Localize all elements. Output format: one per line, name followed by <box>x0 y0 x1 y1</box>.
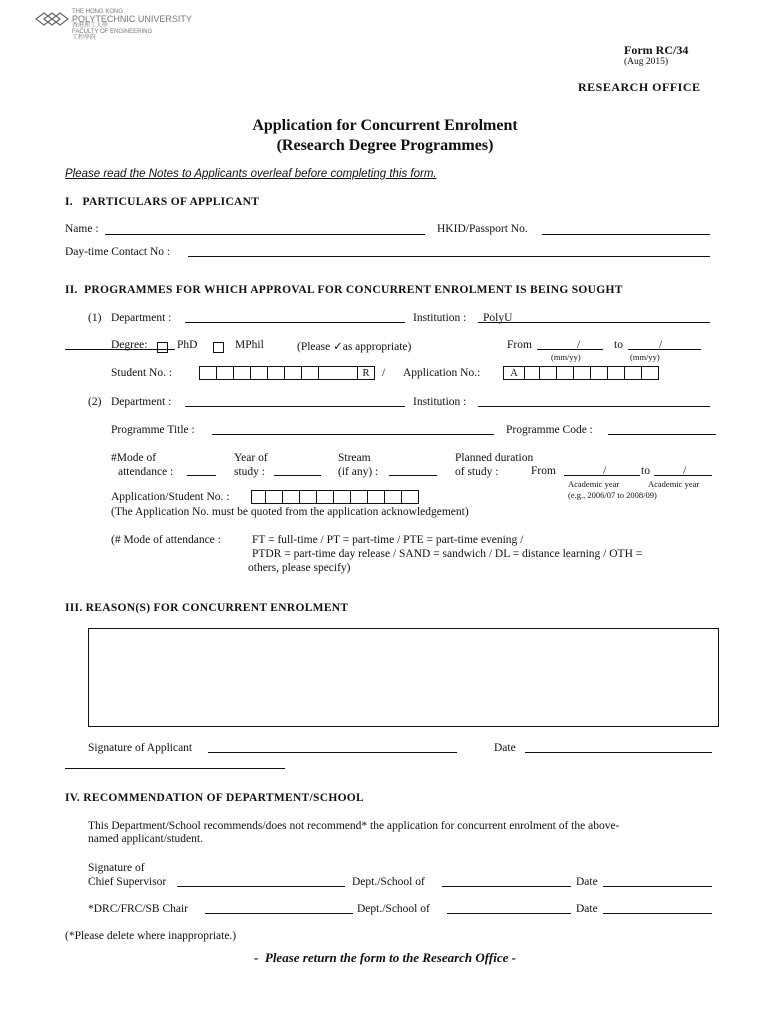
digit-box[interactable] <box>301 366 319 380</box>
date-field[interactable] <box>603 913 712 914</box>
from-field[interactable] <box>537 349 603 350</box>
dept-school-field[interactable] <box>447 913 571 914</box>
student-no-label: Student No. : <box>111 367 173 379</box>
digit-box[interactable] <box>265 490 283 504</box>
applicant-signature-field[interactable] <box>208 752 457 753</box>
contact-field[interactable] <box>188 256 710 257</box>
digit-box[interactable] <box>199 366 217 380</box>
acad-year-2: Academic year <box>648 479 700 489</box>
digit-box[interactable] <box>556 366 574 380</box>
mode-field[interactable] <box>187 475 216 476</box>
section-heading: I. PARTICULARS OF APPLICANT <box>65 196 260 208</box>
recommendation-text: This Department/School recommends/does not recommend* the application for concurrent enrolment of the above- <box>88 820 620 832</box>
dept-school-field[interactable] <box>442 886 571 887</box>
tick-instruction: (Please ✓as appropriate) <box>297 341 412 353</box>
inst-field[interactable] <box>478 322 710 323</box>
page-subtitle: (Research Degree Programmes) <box>276 137 494 154</box>
logo-text <box>72 9 192 41</box>
digit-box[interactable] <box>350 490 368 504</box>
dept-label: Department : <box>111 396 172 408</box>
digit-box[interactable] <box>367 490 385 504</box>
stream-field[interactable] <box>389 475 437 476</box>
year-label <box>234 451 268 479</box>
signature-of-label: Signature of <box>88 862 145 874</box>
polyu-logo-icon <box>34 10 70 28</box>
name-field[interactable] <box>105 234 425 235</box>
digit-box[interactable] <box>299 490 317 504</box>
inst-field[interactable] <box>478 406 710 407</box>
prog-title-label: Programme Title : <box>111 424 195 436</box>
to-format: (mm/yy) <box>630 352 660 362</box>
mode-note-label: (# Mode of attendance : <box>111 534 221 546</box>
acad-example: (e.g., 2006/07 to 2008/09) <box>568 490 657 500</box>
digit-box[interactable] <box>216 366 234 380</box>
mode-label <box>111 451 173 479</box>
digit-box[interactable] <box>641 366 659 380</box>
chief-supervisor-label: Chief Supervisor <box>88 876 167 888</box>
from-format: (mm/yy) <box>551 352 581 362</box>
student-no-boxes[interactable] <box>200 366 375 380</box>
digit-box[interactable] <box>573 366 591 380</box>
programme-1-number: (1) <box>88 312 102 324</box>
year-field[interactable] <box>274 475 321 476</box>
mphil-checkbox[interactable] <box>213 342 224 353</box>
mode-label-line: #Mode of <box>111 452 157 464</box>
app-student-boxes[interactable] <box>252 490 419 504</box>
section-heading: IV. RECOMMENDATION OF DEPARTMENT/SCHOOL <box>65 792 365 804</box>
digit-box[interactable] <box>333 490 351 504</box>
section-heading: II. PROGRAMMES FOR WHICH APPROVAL FOR CONCURRENT ENROLMENT IS BEING SOUGHT <box>65 284 623 296</box>
date-label: Date <box>494 742 516 754</box>
to-slash: / <box>659 339 663 351</box>
digit-box[interactable] <box>590 366 608 380</box>
dept-field[interactable] <box>185 406 405 407</box>
digit-box[interactable] <box>251 490 266 504</box>
form-date: (Aug 2015) <box>624 57 669 67</box>
student-no-slash: / <box>382 367 386 379</box>
to-field[interactable] <box>628 349 701 350</box>
app-note: (The Application No. must be quoted from the application acknowledgement) <box>111 506 469 518</box>
reason-textbox[interactable] <box>88 628 719 727</box>
digit-box[interactable] <box>524 366 540 380</box>
acad-year-1: Academic year <box>568 479 620 489</box>
degree-label: Degree: <box>111 339 148 351</box>
mode-label-line: attendance : <box>118 466 174 478</box>
dept-school-label: Dept./School of <box>352 876 425 888</box>
year-label-line: Year of <box>234 452 268 464</box>
app-no-label: Application No.: <box>403 367 481 379</box>
phd-label: PhD <box>177 339 198 351</box>
mode-note-line: FT = full-time / PT = part-time / PTE = part-time evening / <box>252 534 524 546</box>
logo-line: FACULTY OF ENGINEERING <box>72 29 153 35</box>
digit-box[interactable] <box>282 490 300 504</box>
digit-box[interactable] <box>267 366 285 380</box>
digit-box[interactable] <box>318 366 358 380</box>
stream-label-line: (if any) : <box>338 466 379 478</box>
digit-box[interactable] <box>384 490 402 504</box>
stream-label-line: Stream <box>338 452 371 464</box>
duration-to-label: to <box>641 465 650 477</box>
programme-2-number: (2) <box>88 396 102 408</box>
year-label-line: study : <box>234 466 265 478</box>
dept-label: Department : <box>111 312 172 324</box>
date-field[interactable] <box>603 886 712 887</box>
date-label: Date <box>576 876 598 888</box>
mode-note-line: others, please specify) <box>248 562 351 574</box>
prog-code-field[interactable] <box>608 434 716 435</box>
prog-title-field[interactable] <box>212 434 494 435</box>
digit-box[interactable] <box>316 490 334 504</box>
recommendation-text: named applicant/student. <box>88 833 203 845</box>
dept-school-label: Dept./School of <box>357 903 430 915</box>
logo-line: THE HONG KONG <box>72 9 124 15</box>
chief-supervisor-field[interactable] <box>177 886 345 887</box>
digit-box[interactable] <box>607 366 625 380</box>
logo-line: POLYTECHNIC UNIVERSITY <box>72 14 192 24</box>
digit-box[interactable]: A <box>503 366 525 380</box>
mphil-label: MPhil <box>235 339 264 351</box>
prog-code-label: Programme Code : <box>506 424 593 436</box>
office-name: RESEARCH OFFICE <box>578 80 701 94</box>
duration-from-label: From <box>531 465 556 477</box>
inst-value: PolyU <box>483 312 513 324</box>
stream-label <box>338 451 378 479</box>
logo-line: 工程學院 <box>72 35 97 41</box>
return-note: - Please return the form to the Research Office - <box>254 950 516 965</box>
duration-label-line: of study : <box>455 466 499 478</box>
applicant-signature-label: Signature of Applicant <box>88 742 193 754</box>
notice-text: Please read the Notes to Applicants overleaf before completing this form. <box>65 168 437 180</box>
from-label: From <box>507 339 532 351</box>
digit-box[interactable] <box>250 366 268 380</box>
from-slash: / <box>577 339 581 351</box>
digit-box[interactable] <box>284 366 302 380</box>
duration-slash-2: / <box>683 465 687 477</box>
drc-chair-label: *DRC/FRC/SB Chair <box>88 903 189 915</box>
inst-label: Institution : <box>413 312 467 324</box>
hkid-field[interactable] <box>542 234 710 235</box>
logo <box>34 10 70 31</box>
logo-line: 香港理工大學 <box>72 23 109 29</box>
digit-box[interactable] <box>624 366 642 380</box>
divider <box>65 768 285 769</box>
form-number: Form RC/34 <box>624 43 689 57</box>
phd-checkbox[interactable] <box>157 342 168 353</box>
mode-note-line: PTDR = part-time day release / SAND = sandwich / DL = distance learning / OTH = <box>252 548 643 560</box>
dept-field[interactable] <box>185 322 405 323</box>
hkid-label: HKID/Passport No. <box>437 223 528 235</box>
app-no-boxes[interactable] <box>504 366 659 380</box>
name-label: Name : <box>65 223 99 235</box>
digit-box[interactable]: R <box>357 366 375 380</box>
duration-from-field[interactable] <box>564 475 640 476</box>
drc-chair-field[interactable] <box>205 913 353 914</box>
section-heading: III. REASON(S) FOR CONCURRENT ENROLMENT <box>65 602 349 614</box>
page-title: Application for Concurrent Enrolment <box>252 117 518 134</box>
app-student-label: Application/Student No. : <box>111 491 230 503</box>
to-label: to <box>614 339 623 351</box>
digit-box[interactable] <box>233 366 251 380</box>
duration-label <box>455 451 533 479</box>
duration-slash-1: / <box>603 465 607 477</box>
inst-label: Institution : <box>413 396 467 408</box>
delete-note: (*Please delete where inappropriate.) <box>65 930 237 942</box>
date-field[interactable] <box>525 752 712 753</box>
contact-label: Day-time Contact No : <box>65 246 171 258</box>
date-label: Date <box>576 903 598 915</box>
digit-box[interactable] <box>539 366 557 380</box>
duration-label-line: Planned duration <box>455 452 534 464</box>
digit-box[interactable] <box>401 490 419 504</box>
